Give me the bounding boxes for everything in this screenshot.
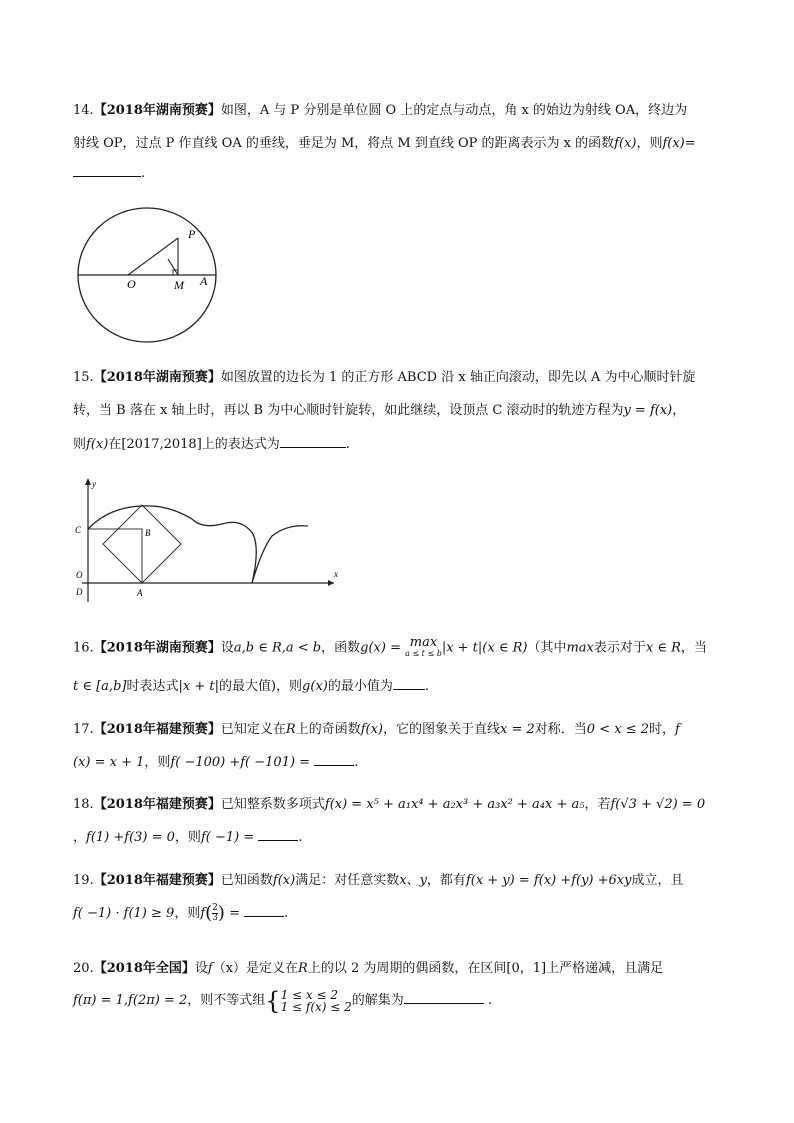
problem-text: ， <box>73 830 87 845</box>
math-expression: y <box>419 873 427 888</box>
problem-text: ，它的图象关于直线 <box>383 722 501 737</box>
inequality-2: 1 ≤ f(x) ≤ 2 <box>280 999 352 1014</box>
problem-text: . <box>345 437 350 452</box>
label-M: M <box>174 278 184 292</box>
math-expression: = <box>224 906 240 921</box>
math-expression: f(x) <box>662 136 685 151</box>
problem-text: . <box>298 830 303 845</box>
problem-text: ，则不等式组 <box>187 993 266 1008</box>
problem-16-line2 <box>73 677 429 695</box>
problem-text: . <box>487 993 493 1008</box>
problem-text: 如图放置的边长为 1 的正方形 ABCD 沿 x 轴正向滚动，即先以 A 为中心顺时针旋 <box>220 370 696 385</box>
math-expression: g(x) = <box>360 640 406 656</box>
axis-label-x: x <box>334 569 338 579</box>
problem-17-line2 <box>73 753 358 771</box>
answer-blank <box>404 991 484 1004</box>
math-expression: f( −100) +f( −101) = <box>170 755 311 770</box>
answer-blank <box>244 904 284 917</box>
problem-number: 18. <box>73 797 94 812</box>
inequality-system <box>281 989 352 1013</box>
problem-source-tag: 【2018年福建预赛】 <box>93 797 221 812</box>
problem-text: 时表达式 <box>126 679 179 694</box>
problem-16-line1 <box>73 637 707 661</box>
problem-source-tag: 【2018年湖南预赛】 <box>93 640 221 656</box>
problem-text: . <box>424 679 429 694</box>
problem-text: 在 <box>108 437 122 452</box>
problem-text: ，若 <box>584 797 611 812</box>
math-expression: f(x) <box>272 873 296 888</box>
problem-text: . <box>141 166 146 181</box>
label-A: A <box>200 274 208 288</box>
math-expression: x <box>399 873 407 888</box>
problem-text: 表示对于 <box>593 640 646 656</box>
problem-text: 射线 OP，过点 P 作直线 OA 的垂线，垂足为 M，将点 M 到直线 OP 的距离表示为 x 的函数 <box>73 136 615 151</box>
problem-text: 成立，且 <box>631 873 684 888</box>
problem-source-tag: 【2018年福建预赛】 <box>93 873 221 888</box>
problem-text: ，当 <box>680 640 707 656</box>
problem-source-tag: 【2018年福建预赛】 <box>93 722 221 737</box>
math-expression: g(x) <box>302 679 328 694</box>
problem-text: 时， <box>649 722 676 737</box>
problem-text: （x）是定义在 <box>212 961 299 976</box>
math-expression: R <box>285 722 296 737</box>
math-expression: [2017,2018] <box>121 437 202 452</box>
answer-blank <box>314 753 354 766</box>
math-expression: f(x) = x⁵ + a₁x⁴ + a₂x³ + a₃x² + a₄x + a₅ <box>324 797 585 812</box>
problem-text: ， <box>672 403 686 418</box>
label-O: O <box>127 277 136 291</box>
problem-text: 转，当 B 落在 x 轴上时，再以 B 为中心顺时针旋转，如此继续，设顶点 C 滚动时的轨迹方程为 <box>73 403 624 418</box>
problem-20-line1 <box>73 961 663 977</box>
math-expression: f(x) <box>86 437 109 452</box>
math-expression: f(x) <box>360 722 383 737</box>
answer-blank <box>258 828 298 841</box>
label-P: P <box>188 227 196 241</box>
problem-text: 则 <box>73 437 87 452</box>
math-expression: f <box>207 961 213 976</box>
math-expression: f(π) = 1,f(2π) = 2 <box>73 993 188 1008</box>
label-D: D <box>76 587 83 597</box>
problem-15-line3 <box>73 435 350 453</box>
math-expression: |x + t|(x ∈ R) <box>441 640 528 656</box>
axis-label-y: y <box>92 479 96 489</box>
answer-blank <box>393 677 425 690</box>
problem-text: 设 <box>220 640 234 656</box>
problem-14-line1 <box>73 103 687 119</box>
max-operator <box>405 637 442 659</box>
problem-number: 16. <box>73 640 94 656</box>
math-expression: max <box>566 640 594 656</box>
problem-source-tag: 【2018年全国】 <box>93 961 195 976</box>
problem-source-tag: 【2018年湖南预赛】 <box>93 103 221 118</box>
problem-text: 已知整系数多项式 <box>220 797 325 812</box>
math-expression: f(√3 + √2) = 0 <box>610 797 706 812</box>
math-expression: 0 < x ≤ 2 <box>586 722 649 737</box>
problem-17-line1 <box>73 722 680 738</box>
math-expression: f <box>200 906 206 921</box>
math-expression: t ∈ [a,b] <box>73 679 127 694</box>
problem-text: ，则 <box>636 136 663 151</box>
problem-text: ，则 <box>144 755 171 770</box>
problem-text: = <box>684 136 696 151</box>
problem-text: 的解集为 <box>351 993 404 1008</box>
fraction-denominator: 3 <box>212 913 218 923</box>
problem-text: ，函数 <box>321 640 361 656</box>
label-C: C <box>75 525 82 535</box>
math-expression: f( −1) = <box>200 830 255 845</box>
answer-blank <box>280 435 346 448</box>
problem-text: . <box>284 906 289 921</box>
problem-text: （其中 <box>527 640 567 656</box>
problem-15-line1 <box>73 370 695 386</box>
math-expression: a,b ∈ R,a < b <box>233 640 322 656</box>
problem-text: . <box>354 755 359 770</box>
max-label: max <box>409 635 438 650</box>
max-subscript: a ≤ t ≤ b <box>405 649 442 658</box>
problem-text: 满足：对任意实数 <box>295 873 400 888</box>
problem-text: 、 <box>406 873 420 888</box>
problem-text: 上的以 2 为周期的偶函数，在区间[0，1]上严格递减，且满足 <box>307 961 664 976</box>
unit-circle-figure <box>72 207 232 345</box>
problem-text: ，都有 <box>426 873 466 888</box>
math-expression: f(1) +f(3) = 0 <box>86 830 175 845</box>
math-expression: y = f(x) <box>623 403 673 418</box>
problem-20-line2 <box>73 986 492 1016</box>
problem-number: 14. <box>73 103 94 118</box>
problem-number: 19. <box>73 873 94 888</box>
problem-18-line2 <box>73 828 303 846</box>
problem-text: 上的奇函数 <box>295 722 361 737</box>
problem-text: ，则 <box>174 830 201 845</box>
inequality-1: 1 ≤ x ≤ 2 <box>280 987 338 1002</box>
problem-19-line2: f( −1) · f(1) ≥ 9，则f( $\frac{2}{3}$ ) = . <box>73 902 289 924</box>
answer-blank <box>73 164 141 177</box>
math-expression: f( −1) · f(1) ≥ 9 <box>73 906 175 921</box>
problem-number: 20. <box>73 961 94 976</box>
label-O: O <box>76 570 83 580</box>
math-expression: f(x + y) = f(x) +f(y) +6xy <box>465 873 632 888</box>
system-brace: { <box>265 986 281 1015</box>
math-expression: f <box>675 722 680 737</box>
math-expression: f(x) <box>614 136 637 151</box>
problem-text: 如图，A 与 P 分别是单位圆 O 上的定点与动点，角 x 的始边为射线 OA，终边为 <box>220 103 688 118</box>
problem-18-line1 <box>73 797 705 813</box>
problem-text: 上的表达式为 <box>201 437 280 452</box>
problem-15-line2 <box>73 403 685 419</box>
problem-text: 的最大值)，则 <box>218 679 303 694</box>
rolling-square-figure <box>72 474 342 609</box>
math-expression: R <box>298 961 308 976</box>
problem-number: 17. <box>73 722 94 737</box>
problem-14-line2 <box>73 136 696 152</box>
problem-source-tag: 【2018年湖南预赛】 <box>93 370 221 385</box>
label-A: A <box>137 588 143 598</box>
problem-text: 已知函数 <box>220 873 273 888</box>
problem-number: 15. <box>73 370 94 385</box>
problem-text: 设 <box>194 961 208 976</box>
math-expression: x ∈ R <box>645 640 681 656</box>
math-expression: (x) = x + 1 <box>73 755 145 770</box>
math-expression: |x + t| <box>178 679 219 694</box>
problem-text: 对称．当 <box>534 722 587 737</box>
problem-text: 的最小值为 <box>327 679 393 694</box>
problem-19-line1 <box>73 873 683 889</box>
problem-14-line3 <box>73 164 145 182</box>
fraction-numerator: 2 <box>212 903 218 913</box>
label-B: B <box>145 528 151 538</box>
math-expression: x = 2 <box>500 722 535 737</box>
problem-text: 已知定义在 <box>220 722 286 737</box>
problem-text: ，则 <box>174 906 201 921</box>
